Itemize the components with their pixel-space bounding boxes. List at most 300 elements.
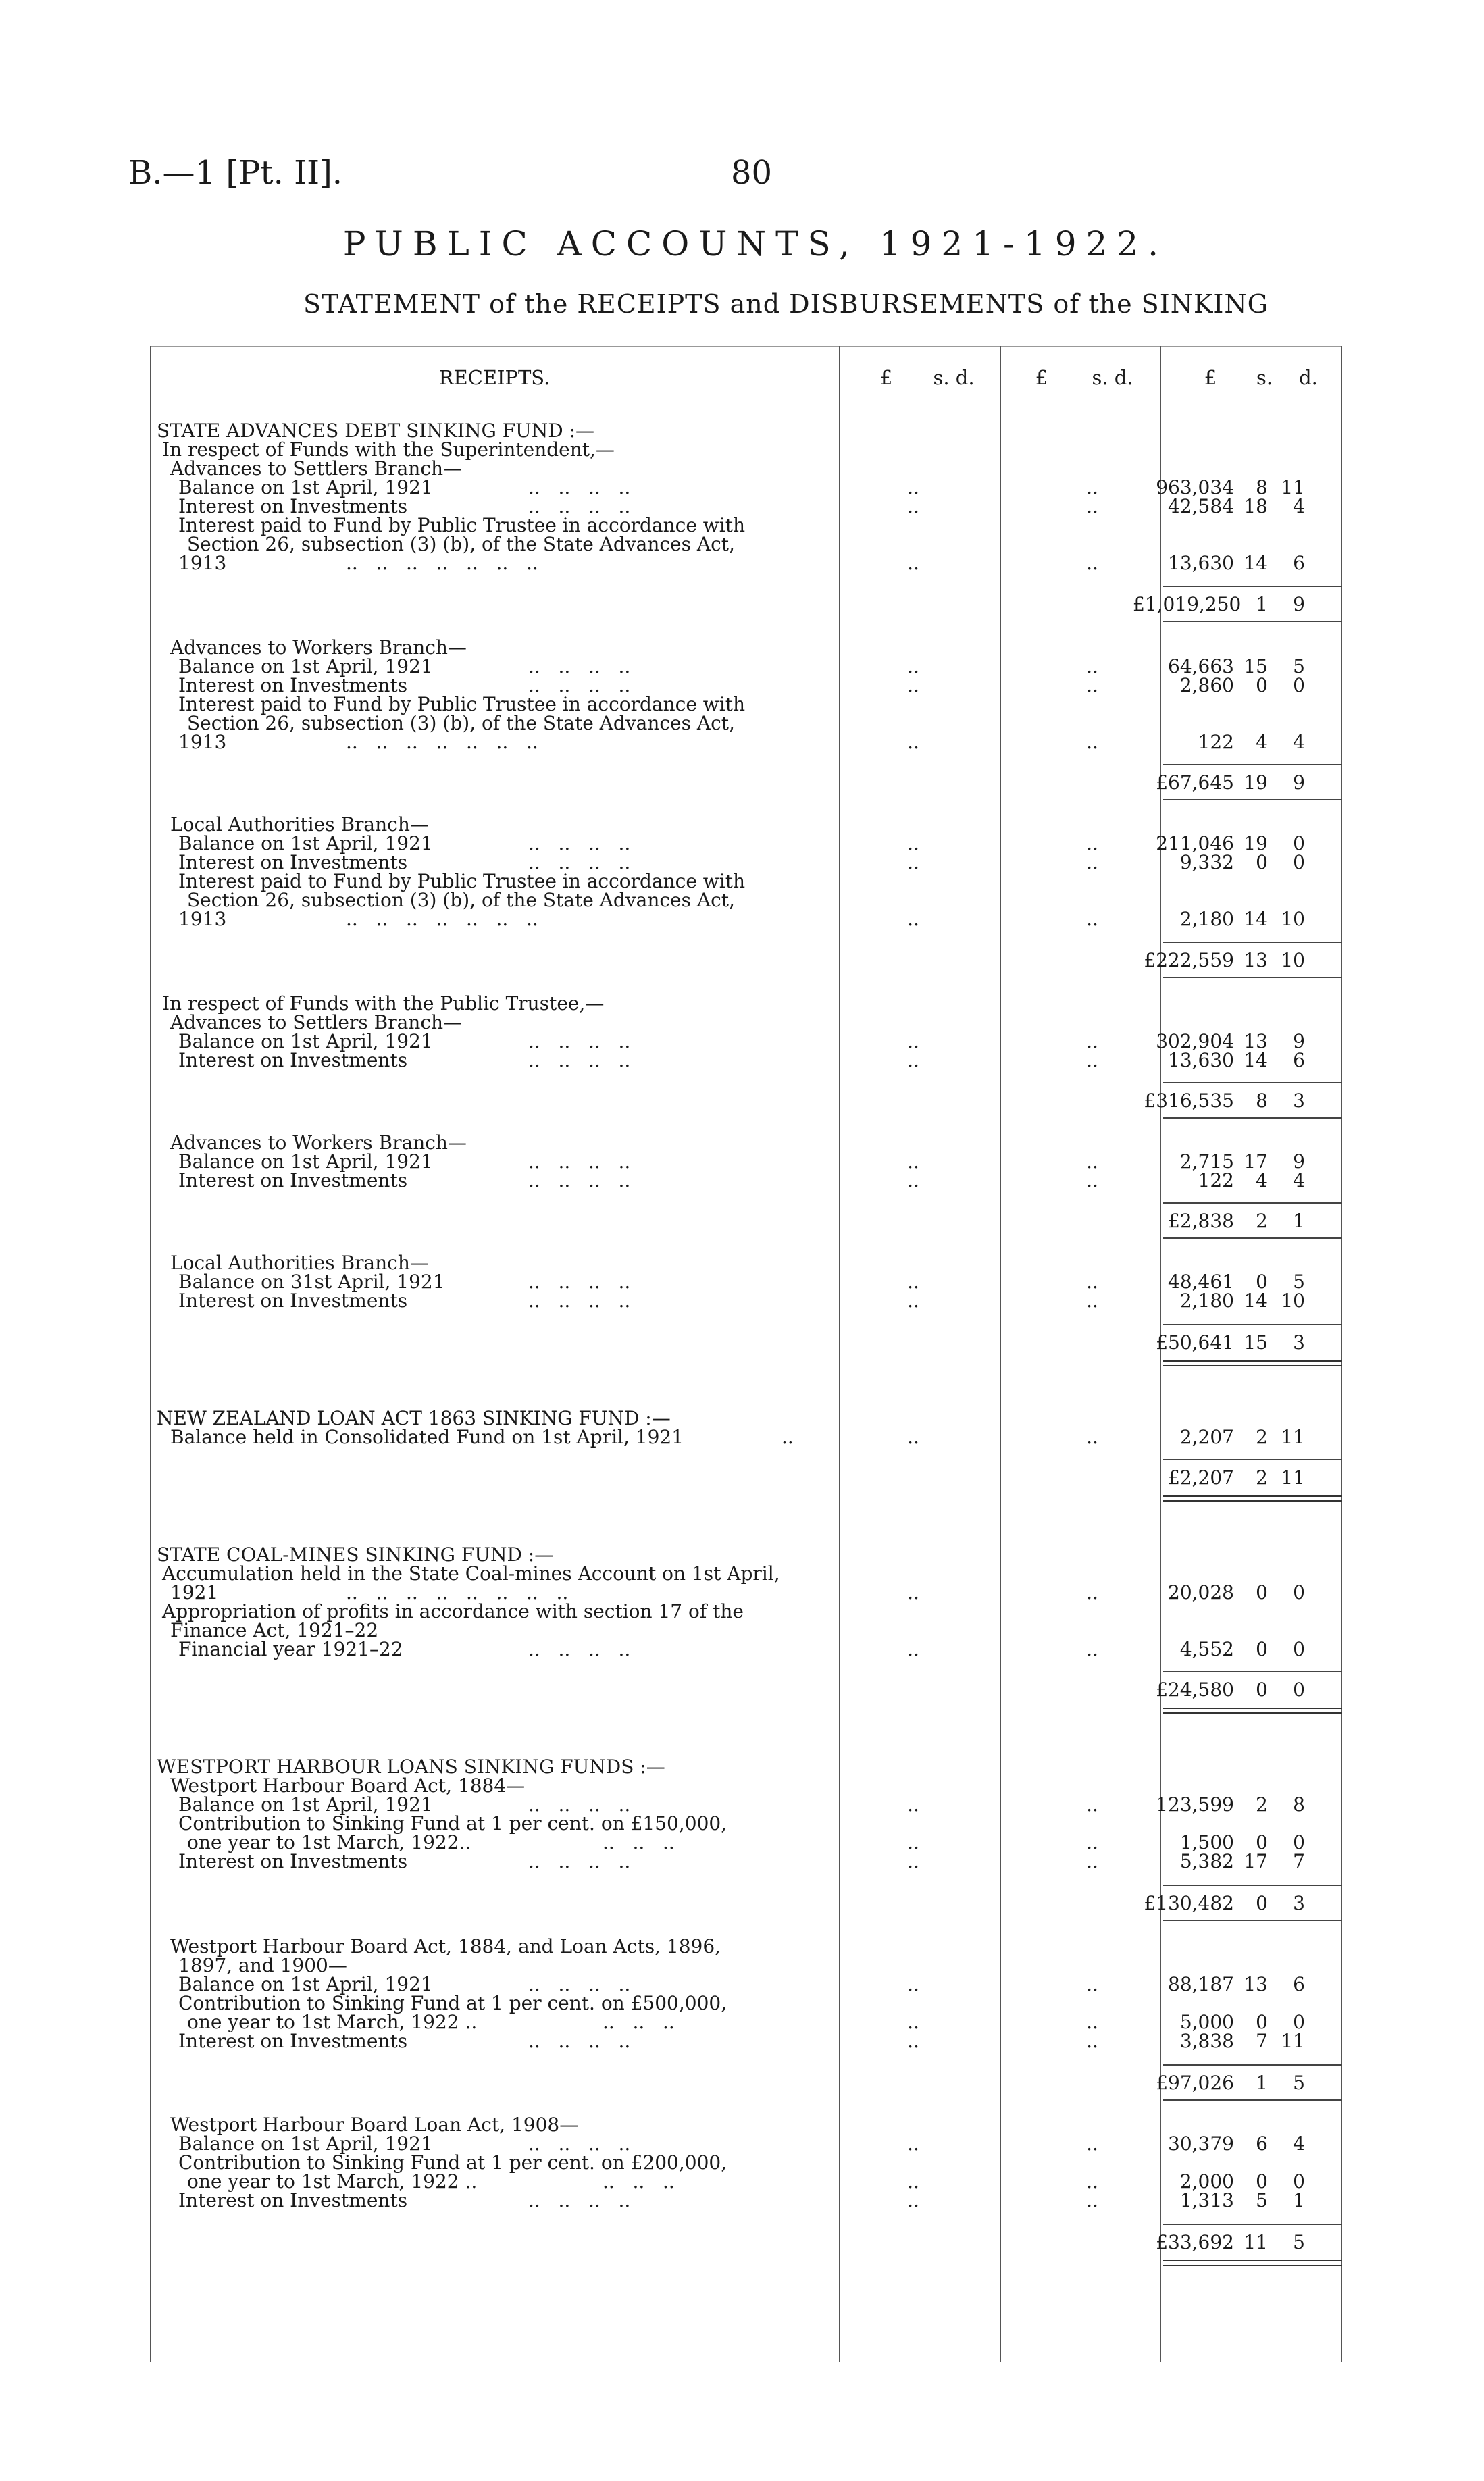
dot-leader: .. .. .. .. [528, 1030, 631, 1052]
section-end-double-rule [1163, 1495, 1342, 1502]
empty-column-dots: .. [907, 832, 919, 854]
empty-column-dots: .. [1086, 552, 1098, 574]
amount-pounds: 302,904 [1156, 1030, 1234, 1052]
entry-description: Balance on 1st April, 1921 [178, 1150, 433, 1173]
total-rule [1163, 1885, 1342, 1886]
amount-pence: 11 [1281, 1426, 1305, 1448]
statement-subtitle: STATEMENT of the RECEIPTS and DISBURSEMENTS of the SINKING [303, 289, 1269, 319]
amount-shillings: 2 [1256, 1793, 1268, 1816]
col1-sd-header: s. d. [933, 366, 975, 389]
amount-pence: 4 [1293, 731, 1305, 753]
amount-pence: 8 [1293, 1793, 1305, 1816]
subtotal-shillings: 19 [1244, 771, 1268, 794]
amount-pounds: 4,552 [1179, 1638, 1234, 1660]
amount-pounds: 211,046 [1156, 832, 1234, 854]
entry-description: Interest on Investments [178, 2030, 408, 2052]
empty-column-dots: .. [1086, 1581, 1098, 1604]
amount-pence: 7 [1293, 1850, 1305, 1872]
amount-shillings: 6 [1256, 2132, 1268, 2155]
entry-description: Contribution to Sinking Fund at 1 per cent. on £200,000, [178, 2151, 727, 2174]
entry-description: one year to 1st March, 1922 .. [187, 2170, 478, 2193]
total-rule [1163, 621, 1342, 622]
empty-column-dots: .. [907, 1049, 919, 1071]
dot-leader: .. .. .. .. [528, 2030, 631, 2052]
subtotal-pence: 3 [1293, 1331, 1305, 1354]
subtotal-shillings: 1 [1256, 593, 1268, 615]
receipts-column-header: RECEIPTS. [438, 366, 551, 389]
empty-column-dots: .. [907, 1831, 919, 1853]
entry-description: 1897, and 1900— [178, 1954, 347, 1976]
dot-leader: .. .. .. .. [528, 2189, 631, 2211]
amount-pence: 6 [1293, 552, 1305, 574]
empty-column-dots: .. [1086, 1426, 1098, 1448]
empty-column-dots: .. [907, 851, 919, 873]
amount-pounds: 88,187 [1168, 1973, 1234, 1995]
entry-description: 1921 [170, 1581, 219, 1604]
entry-description: 1913 [178, 908, 227, 930]
amount-pence: 0 [1293, 1831, 1305, 1853]
amount-pence: 5 [1293, 1271, 1305, 1293]
empty-column-dots: .. [1086, 495, 1098, 517]
amount-shillings: 5 [1256, 2189, 1268, 2211]
amount-shillings: 0 [1256, 851, 1268, 873]
entry-description: Local Authorities Branch— [170, 1252, 429, 1274]
entry-description: Balance on 1st April, 1921 [178, 1793, 433, 1816]
entry-description: one year to 1st March, 1922 .. [187, 2011, 478, 2033]
amount-pounds: 64,663 [1168, 655, 1234, 677]
amount-shillings: 17 [1244, 1150, 1268, 1173]
entry-description: Interest on Investments [178, 1289, 408, 1312]
entry-description: Advances to Workers Branch— [170, 1131, 467, 1154]
amount-pence: 1 [1293, 2189, 1305, 2211]
document-reference: B.—1 [Pt. II]. [128, 154, 343, 192]
amount-pounds: 122 [1198, 1169, 1234, 1192]
subtotal-pence: 0 [1293, 1679, 1305, 1701]
entry-description: Contribution to Sinking Fund at 1 per cent. on £500,000, [178, 1992, 727, 2014]
amount-shillings: 14 [1244, 552, 1268, 574]
amount-pounds: 48,461 [1168, 1271, 1234, 1293]
entry-description: Balance on 31st April, 1921 [178, 1271, 445, 1293]
dot-leader: .. .. .. .. [528, 476, 631, 498]
total-rule [1163, 1202, 1342, 1204]
dot-leader: .. .. .. .. [528, 2132, 631, 2155]
amount-pence: 11 [1281, 2030, 1305, 2052]
subtotal-row [150, 950, 1342, 971]
total-rule [1163, 1237, 1342, 1239]
col3-shillings-header: s. [1256, 366, 1273, 389]
amount-shillings: 18 [1244, 495, 1268, 517]
amount-pounds: 2,180 [1179, 1289, 1234, 1312]
amount-pence: 0 [1293, 832, 1305, 854]
empty-column-dots: .. [907, 1581, 919, 1604]
amount-shillings: 4 [1256, 1169, 1268, 1192]
empty-column-dots: .. [1086, 2189, 1098, 2211]
dot-leader: .. .. .. [603, 1831, 675, 1853]
subtotal-row [150, 2232, 1342, 2253]
entry-description: Interest paid to Fund by Public Trustee in accordance with [178, 514, 746, 536]
empty-column-dots: .. [907, 1638, 919, 1660]
amount-shillings: 0 [1256, 674, 1268, 696]
amount-pence: 0 [1293, 1638, 1305, 1660]
empty-column-dots: .. [1086, 908, 1098, 930]
amount-pounds: 3,838 [1179, 2030, 1234, 2052]
amount-pence: 5 [1293, 655, 1305, 677]
dot-leader: .. .. .. .. [528, 1049, 631, 1071]
dot-leader: .. .. .. .. [528, 674, 631, 696]
amount-pounds: 13,630 [1168, 552, 1234, 574]
empty-column-dots: .. [907, 1271, 919, 1293]
entry-description: Section 26, subsection (3) (b), of the State Advances Act, [187, 533, 735, 555]
entry-description: Contribution to Sinking Fund at 1 per cent. on £150,000, [178, 1812, 727, 1835]
amount-pounds: 20,028 [1168, 1581, 1234, 1604]
dot-leader: .. .. .. .. [528, 1638, 631, 1660]
empty-column-dots: .. [907, 2189, 919, 2211]
empty-column-dots: .. [907, 1150, 919, 1173]
amount-shillings: 14 [1244, 1049, 1268, 1071]
empty-column-dots: .. [1086, 2011, 1098, 2033]
entry-description: Interest paid to Fund by Public Trustee in accordance with [178, 693, 746, 715]
entry-description: In respect of Funds with the Public Trustee,— [162, 992, 605, 1015]
dot-leader: .. .. .. .. [528, 1793, 631, 1816]
amount-pounds: 122 [1198, 731, 1234, 753]
col2-pounds-header: £ [1035, 366, 1048, 389]
amount-shillings: 0 [1256, 1831, 1268, 1853]
subtotal-shillings: 11 [1244, 2231, 1268, 2253]
empty-column-dots: .. [907, 1289, 919, 1312]
subtotal-pounds: £24,580 [1156, 1679, 1234, 1701]
subtotal-shillings: 0 [1256, 1679, 1268, 1701]
amount-pence: 4 [1293, 495, 1305, 517]
amount-pounds: 2,000 [1179, 2170, 1234, 2193]
amount-shillings: 0 [1256, 2170, 1268, 2193]
empty-column-dots: .. [1086, 832, 1098, 854]
amount-pence: 6 [1293, 1973, 1305, 1995]
subtotal-shillings: 1 [1256, 2072, 1268, 2094]
amount-shillings: 4 [1256, 731, 1268, 753]
empty-column-dots: .. [907, 495, 919, 517]
subtotal-pounds: £130,482 [1144, 1892, 1234, 1914]
empty-column-dots: .. [1086, 1150, 1098, 1173]
entry-description: Interest on Investments [178, 674, 408, 696]
empty-column-dots: .. [907, 1793, 919, 1816]
entry-description: Westport Harbour Board Act, 1884— [170, 1774, 526, 1797]
ledger-row [150, 1639, 1342, 1660]
amount-pounds: 2,715 [1179, 1150, 1234, 1173]
empty-column-dots: .. [1086, 2030, 1098, 2052]
amount-shillings: 14 [1244, 908, 1268, 930]
amount-shillings: 0 [1256, 1271, 1268, 1293]
subtotal-row [150, 2072, 1342, 2094]
entry-description: Interest on Investments [178, 495, 408, 517]
dot-leader: .. .. .. .. [528, 495, 631, 517]
page-title: PUBLIC ACCOUNTS, 1921-1922. [342, 224, 1169, 263]
amount-shillings: 2 [1256, 1426, 1268, 1448]
entry-description: Finance Act, 1921–22 [170, 1619, 379, 1641]
entry-description: Balance on 1st April, 1921 [178, 655, 433, 677]
total-rule [1163, 1920, 1342, 1921]
amount-shillings: 13 [1244, 1030, 1268, 1052]
amount-pence: 6 [1293, 1049, 1305, 1071]
entry-description: WESTPORT HARBOUR LOANS SINKING FUNDS :— [157, 1756, 665, 1778]
total-rule [1163, 1082, 1342, 1083]
empty-column-dots: .. [1086, 1973, 1098, 1995]
amount-pence: 4 [1293, 2132, 1305, 2155]
amount-pounds: 42,584 [1168, 495, 1234, 517]
entry-description: Interest paid to Fund by Public Trustee in accordance with [178, 870, 746, 892]
amount-pence: 0 [1293, 674, 1305, 696]
ledger-row [150, 1050, 1342, 1071]
ledger-row [150, 732, 1342, 753]
ledger-row [150, 909, 1342, 930]
amount-shillings: 13 [1244, 1973, 1268, 1995]
total-rule [1163, 1459, 1342, 1460]
dot-leader: .. .. .. .. [528, 1150, 631, 1173]
empty-column-dots: .. [1086, 1638, 1098, 1660]
amount-pence: 0 [1293, 2011, 1305, 2033]
dot-leader: .. .. .. .. .. .. .. [346, 908, 538, 930]
subtotal-row [150, 772, 1342, 794]
empty-column-dots: .. [907, 2170, 919, 2193]
entry-description: Accumulation held in the State Coal-mines Account on 1st April, [162, 1562, 780, 1585]
total-rule [1163, 1324, 1342, 1325]
entry-description: Interest on Investments [178, 1850, 408, 1872]
empty-column-dots: .. [907, 476, 919, 498]
amount-shillings: 7 [1256, 2030, 1268, 2052]
amount-pounds: 2,207 [1179, 1426, 1234, 1448]
dot-leader: .. .. .. .. [528, 1973, 631, 1995]
amount-pence: 10 [1281, 1289, 1305, 1312]
entry-description: Interest on Investments [178, 851, 408, 873]
ledger-row [150, 553, 1342, 574]
empty-column-dots: .. [1086, 1793, 1098, 1816]
section-end-double-rule [1163, 1708, 1342, 1714]
amount-pounds: 9,332 [1179, 851, 1234, 873]
section-end-double-rule [1163, 1360, 1342, 1366]
entry-description: Balance on 1st April, 1921 [178, 1973, 433, 1995]
subtotal-pence: 9 [1293, 593, 1305, 615]
amount-shillings: 14 [1244, 1289, 1268, 1312]
empty-column-dots: .. [1086, 851, 1098, 873]
empty-column-dots: .. [907, 552, 919, 574]
empty-column-dots: .. [1086, 655, 1098, 677]
subtotal-pounds: £316,535 [1144, 1090, 1234, 1112]
amount-pence: 9 [1293, 1030, 1305, 1052]
empty-column-dots: .. [907, 908, 919, 930]
empty-column-dots: .. [1086, 1049, 1098, 1071]
entry-description: NEW ZEALAND LOAN ACT 1863 SINKING FUND :— [157, 1407, 671, 1429]
empty-column-dots: .. [1086, 2132, 1098, 2155]
entry-description: Advances to Settlers Branch— [170, 1011, 463, 1033]
entry-description: Financial year 1921–22 [178, 1638, 403, 1660]
amount-pounds: 123,599 [1156, 1793, 1234, 1816]
empty-column-dots: .. [907, 655, 919, 677]
entry-description: Balance held in Consolidated Fund on 1st April, 1921 [170, 1426, 684, 1448]
amount-shillings: 8 [1256, 476, 1268, 498]
subtotal-pounds: £2,838 [1168, 1210, 1234, 1232]
dot-leader: .. .. .. .. [528, 1850, 631, 1872]
total-rule [1163, 2064, 1342, 2066]
empty-column-dots: .. [1086, 2170, 1098, 2193]
empty-column-dots: .. [907, 2030, 919, 2052]
total-rule [1163, 586, 1342, 587]
entry-description: Advances to Workers Branch— [170, 636, 467, 659]
subtotal-pounds: £67,645 [1156, 771, 1234, 794]
subtotal-row [150, 1210, 1342, 1232]
ledger-row [150, 2030, 1342, 2052]
subtotal-shillings: 13 [1244, 949, 1268, 971]
amount-pence: 11 [1281, 476, 1305, 498]
total-rule [1163, 977, 1342, 978]
sinking-fund-ledger [150, 346, 1342, 2362]
empty-column-dots: .. [1086, 1831, 1098, 1853]
dot-leader: .. .. .. .. [528, 1169, 631, 1192]
entry-description: In respect of Funds with the Superintendent,— [162, 438, 615, 461]
entry-description: one year to 1st March, 1922.. [187, 1831, 471, 1853]
section-end-double-rule [1163, 2260, 1342, 2266]
subtotal-shillings: 8 [1256, 1090, 1268, 1112]
empty-column-dots: .. [907, 1169, 919, 1192]
subtotal-row [150, 1467, 1342, 1489]
entry-description: Section 26, subsection (3) (b), of the State Advances Act, [187, 712, 735, 734]
amount-pounds: 1,313 [1179, 2189, 1234, 2211]
entry-description: Balance on 1st April, 1921 [178, 476, 433, 498]
amount-shillings: 0 [1256, 2011, 1268, 2033]
entry-description: Interest on Investments [178, 1049, 408, 1071]
entry-description: Interest on Investments [178, 1169, 408, 1192]
empty-column-dots: .. [1086, 476, 1098, 498]
col1-pounds-header: £ [879, 366, 893, 389]
dot-leader: .. .. .. .. [528, 1289, 631, 1312]
entry-description: STATE ADVANCES DEBT SINKING FUND :— [157, 419, 595, 442]
ledger-row [150, 1427, 1342, 1448]
entry-description: 1913 [178, 731, 227, 753]
amount-shillings: 0 [1256, 1581, 1268, 1604]
empty-column-dots: .. [1086, 1169, 1098, 1192]
empty-column-dots: .. [907, 2132, 919, 2155]
empty-column-dots: .. [907, 731, 919, 753]
subtotal-shillings: 2 [1256, 1466, 1268, 1489]
subtotal-pounds: £50,641 [1156, 1331, 1234, 1354]
subtotal-pence: 9 [1293, 771, 1305, 794]
col3-pounds-header: £ [1204, 366, 1217, 389]
subtotal-pence: 1 [1293, 1210, 1305, 1232]
entry-description: Westport Harbour Board Loan Act, 1908— [170, 2114, 579, 2136]
total-rule [1163, 942, 1342, 943]
subtotal-pence: 5 [1293, 2072, 1305, 2094]
amount-pence: 9 [1293, 1150, 1305, 1173]
empty-column-dots: .. [1086, 731, 1098, 753]
total-rule [1163, 1671, 1342, 1672]
amount-pounds: 2,860 [1179, 674, 1234, 696]
subtotal-pence: 3 [1293, 1892, 1305, 1914]
ledger-row [150, 2190, 1342, 2211]
dot-leader: .. [782, 1426, 794, 1448]
entry-description: Balance on 1st April, 1921 [178, 832, 433, 854]
empty-column-dots: .. [1086, 1271, 1098, 1293]
empty-column-dots: .. [907, 1426, 919, 1448]
entry-description: Westport Harbour Board Act, 1884, and Loan Acts, 1896, [170, 1935, 721, 1958]
total-rule [1163, 2099, 1342, 2101]
ledger-row [150, 1851, 1342, 1872]
amount-pence: 0 [1293, 2170, 1305, 2193]
empty-column-dots: .. [907, 2011, 919, 2033]
amount-shillings: 19 [1244, 832, 1268, 854]
empty-column-dots: .. [907, 1030, 919, 1052]
entry-description: Section 26, subsection (3) (b), of the State Advances Act, [187, 889, 735, 911]
dot-leader: .. .. .. [603, 2170, 675, 2193]
total-rule [1163, 764, 1342, 765]
subtotal-pounds: £222,559 [1144, 949, 1234, 971]
dot-leader: .. .. .. .. .. .. .. [346, 731, 538, 753]
entry-description: Appropriation of profits in accordance with section 17 of the [162, 1600, 744, 1622]
dot-leader: .. .. .. .. [528, 1271, 631, 1293]
dot-leader: .. .. .. .. .. .. .. [346, 552, 538, 574]
amount-pence: 0 [1293, 1581, 1305, 1604]
amount-pence: 4 [1293, 1169, 1305, 1192]
subtotal-pounds: £1,019,250 [1133, 593, 1242, 615]
empty-column-dots: .. [1086, 1289, 1098, 1312]
dot-leader: .. .. .. .. [528, 655, 631, 677]
amount-pounds: 13,630 [1168, 1049, 1234, 1071]
dot-leader: .. .. .. [603, 2011, 675, 2033]
empty-column-dots: .. [907, 1850, 919, 1872]
entry-description: 1913 [178, 552, 227, 574]
subtotal-row [150, 1332, 1342, 1354]
subtotal-shillings: 15 [1244, 1331, 1268, 1354]
subtotal-pence: 11 [1281, 1466, 1305, 1489]
subtotal-shillings: 2 [1256, 1210, 1268, 1232]
empty-column-dots: .. [1086, 1850, 1098, 1872]
amount-pounds: 963,034 [1156, 476, 1234, 498]
amount-shillings: 0 [1256, 1638, 1268, 1660]
amount-pounds: 2,180 [1179, 908, 1234, 930]
amount-pounds: 5,000 [1179, 2011, 1234, 2033]
subtotal-shillings: 0 [1256, 1892, 1268, 1914]
ledger-row [150, 1290, 1342, 1312]
page-number: 80 [731, 154, 773, 192]
amount-pence: 0 [1293, 851, 1305, 873]
empty-column-dots: .. [1086, 674, 1098, 696]
empty-column-dots: .. [1086, 1030, 1098, 1052]
dot-leader: .. .. .. .. [528, 851, 631, 873]
subtotal-row [150, 594, 1342, 615]
dot-leader: .. .. .. .. .. .. .. .. [346, 1581, 569, 1604]
entry-description: Interest on Investments [178, 2189, 408, 2211]
amount-pounds: 5,382 [1179, 1850, 1234, 1872]
col2-sd-header: s. d. [1092, 366, 1133, 389]
amount-shillings: 17 [1244, 1850, 1268, 1872]
entry-description: Balance on 1st April, 1921 [178, 2132, 433, 2155]
amount-pence: 10 [1281, 908, 1305, 930]
subtotal-pounds: £33,692 [1156, 2231, 1234, 2253]
subtotal-row [150, 1090, 1342, 1112]
amount-pounds: 1,500 [1179, 1831, 1234, 1853]
col3-pence-header: d. [1299, 366, 1318, 389]
subtotal-row [150, 1679, 1342, 1701]
amount-pounds: 30,379 [1168, 2132, 1234, 2155]
entry-description: STATE COAL-MINES SINKING FUND :— [157, 1543, 554, 1566]
total-rule [1163, 799, 1342, 800]
subtotal-pounds: £2,207 [1168, 1466, 1234, 1489]
subtotal-pence: 10 [1281, 949, 1305, 971]
subtotal-pence: 5 [1293, 2231, 1305, 2253]
empty-column-dots: .. [907, 1973, 919, 1995]
total-rule [1163, 1117, 1342, 1119]
subtotal-pounds: £97,026 [1156, 2072, 1234, 2094]
subtotal-pence: 3 [1293, 1090, 1305, 1112]
ledger-row [150, 1170, 1342, 1192]
total-rule [1163, 2224, 1342, 2225]
